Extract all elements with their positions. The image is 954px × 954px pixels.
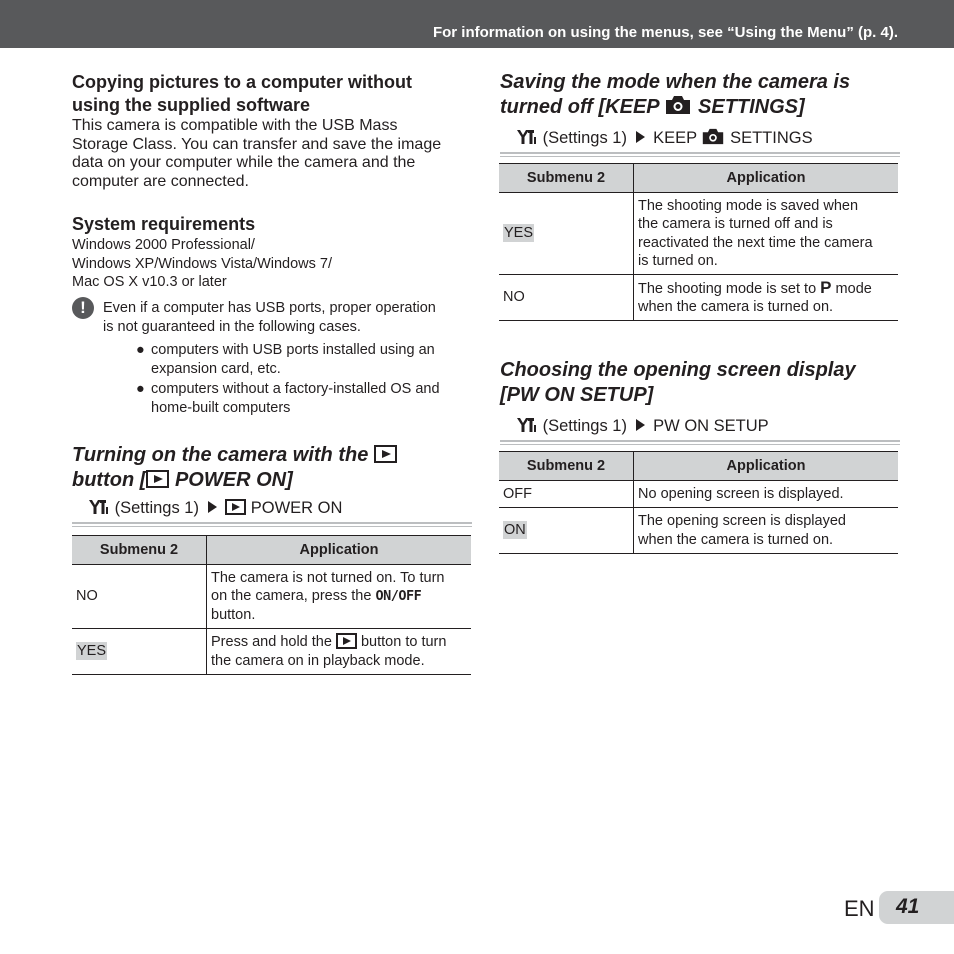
divider	[72, 522, 472, 524]
divider	[500, 156, 900, 157]
pw-path-settings: (Settings 1)	[542, 417, 627, 435]
sysreq-line: Windows 2000 Professional/	[72, 237, 255, 253]
power-title-part1: Turning on the camera with the	[72, 444, 369, 466]
playback-icon	[374, 445, 397, 463]
power-title-part3: POWER ON]	[174, 469, 293, 491]
divider	[500, 444, 900, 445]
table-header-row	[499, 164, 898, 193]
divider	[500, 152, 900, 154]
header-submenu: Submenu 2	[72, 536, 207, 565]
power-on-table	[72, 535, 471, 675]
app-line	[638, 279, 894, 299]
application-cell	[634, 275, 899, 321]
pw-on-setup-section	[500, 358, 900, 445]
keep-table-wrap	[499, 163, 898, 321]
arrow-right-icon	[636, 419, 645, 431]
submenu-cell	[499, 193, 634, 275]
header-application: Application	[634, 164, 899, 193]
bullet-item	[136, 341, 471, 378]
submenu-value: OFF	[503, 485, 532, 502]
app-text: on the camera, press the	[211, 588, 372, 605]
keep-title-line2	[500, 95, 900, 120]
application-cell	[634, 508, 899, 554]
power-title-line2	[72, 468, 472, 493]
header-submenu: Submenu 2	[499, 452, 634, 481]
submenu-value: YES	[504, 225, 534, 242]
app-line	[211, 587, 467, 606]
power-path-settings: (Settings 1)	[114, 499, 199, 517]
table-row	[499, 481, 898, 508]
submenu-cell	[72, 565, 207, 629]
power-menu-path	[72, 498, 472, 520]
keep-title-part: SETTINGS]	[698, 96, 805, 118]
keep-path-item: KEEP	[653, 129, 697, 147]
program-mode-label: P	[820, 277, 832, 297]
sysreq-line: Windows XP/Windows Vista/Windows 7/	[72, 255, 333, 272]
header-submenu: Submenu 2	[499, 164, 634, 193]
settings-tool-icon	[88, 498, 110, 516]
app-line: the camera on in playback mode.	[211, 652, 425, 669]
copy-section	[72, 71, 472, 191]
power-title-line1	[72, 443, 472, 468]
copy-title-line2: using the supplied software	[72, 95, 311, 115]
camera-icon	[664, 95, 692, 115]
pw-table-wrap	[499, 451, 898, 554]
page-number: 41	[896, 895, 920, 918]
app-line: button.	[211, 606, 256, 623]
app-text: Press and hold the	[211, 634, 332, 650]
keep-menu-path	[500, 128, 900, 150]
keep-settings-table	[499, 163, 898, 321]
bullet-line: home-built computers	[151, 399, 291, 416]
bullet-dot-icon: ●	[136, 342, 145, 358]
divider	[500, 440, 900, 442]
arrow-right-icon	[636, 131, 645, 143]
arrow-right-icon	[208, 501, 217, 513]
keep-settings-section	[500, 70, 900, 157]
caution-icon: !	[72, 297, 94, 319]
caution-note	[103, 299, 473, 336]
table-row	[72, 629, 471, 675]
app-line: The camera is not turned on. To turn	[211, 569, 445, 586]
playback-icon	[336, 633, 357, 649]
submenu-value: YES	[77, 643, 107, 660]
pw-on-setup-table	[499, 451, 898, 554]
app-line: The opening screen is displayed	[638, 513, 846, 529]
sysreq-section	[72, 213, 472, 292]
caution-line: is not guaranteed in the following cases.	[103, 318, 361, 335]
application-cell	[634, 193, 899, 275]
submenu-cell	[499, 275, 634, 321]
application-cell	[207, 565, 472, 629]
table-header-row	[72, 536, 471, 565]
app-line: The shooting mode is saved when	[638, 197, 859, 214]
language-label: EN	[844, 896, 875, 921]
submenu-cell	[72, 629, 207, 675]
caution-line: Even if a computer has USB ports, proper operation	[103, 300, 436, 316]
playback-icon	[225, 499, 246, 515]
table-row	[499, 508, 898, 554]
copy-body-line: computer are connected.	[72, 172, 249, 190]
submenu-cell	[499, 481, 634, 508]
app-line: the camera is turned off and is	[638, 216, 833, 232]
bullet-item	[136, 380, 471, 417]
bullet-line: expansion card, etc.	[151, 360, 281, 377]
bullet-line: computers with USB ports installed using an	[151, 342, 435, 358]
table-row	[72, 565, 471, 629]
app-line: when the camera is turned on.	[638, 531, 834, 548]
keep-path-item: SETTINGS	[730, 129, 813, 147]
header-text: For information on using the menus, see “Using the Menu” (p. 4).	[432, 24, 898, 41]
app-line: reactivated the next time the camera	[638, 234, 873, 251]
app-text: The shooting mode is set to	[638, 280, 817, 297]
submenu-cell	[499, 508, 634, 554]
power-on-section	[72, 443, 472, 527]
power-path-item: POWER ON	[250, 499, 343, 517]
application-cell	[634, 481, 899, 508]
divider	[72, 526, 472, 527]
table-header-row	[499, 452, 898, 481]
header-bar	[0, 0, 954, 48]
table-row	[499, 275, 898, 321]
app-text: button to turn	[360, 634, 447, 650]
pw-title-line2: [PW ON SETUP]	[500, 384, 654, 406]
power-title-part2: button [	[72, 469, 147, 491]
pw-title-line1: Choosing the opening screen display	[500, 359, 856, 381]
keep-path-settings: (Settings 1)	[542, 129, 627, 147]
sysreq-line: Mac OS X v10.3 or later	[72, 274, 227, 290]
sysreq-title: System requirements	[72, 214, 256, 234]
app-line: No opening screen is displayed.	[638, 485, 844, 502]
submenu-value: NO	[503, 289, 525, 306]
header-application: Application	[207, 536, 472, 565]
copy-body-line: data on your computer while the camera and the	[72, 154, 416, 171]
copy-body-line: Storage Class. You can transfer and save the image	[72, 135, 442, 153]
copy-title-line1: Copying pictures to a computer without	[72, 72, 413, 92]
copy-body-line: This camera is compatible with the USB Mass	[72, 117, 398, 134]
keep-title-line1: Saving the mode when the camera is	[500, 71, 851, 93]
application-cell	[207, 629, 472, 675]
camera-icon	[701, 128, 725, 145]
on-off-button-label: ON/OFF	[375, 588, 422, 605]
bullet-dot-icon: ●	[136, 381, 145, 397]
settings-tool-icon	[516, 416, 538, 434]
pw-path-item: PW ON SETUP	[653, 417, 769, 435]
settings-tool-icon	[516, 128, 538, 146]
keep-title-part: turned off [KEEP	[500, 96, 659, 118]
submenu-value: NO	[76, 588, 98, 605]
power-table-wrap	[72, 535, 471, 675]
app-text: mode	[835, 280, 872, 297]
table-row	[499, 193, 898, 275]
pw-menu-path	[500, 416, 900, 438]
playback-icon	[146, 470, 169, 488]
app-line: when the camera is turned on.	[638, 299, 834, 315]
app-line: is turned on.	[638, 253, 718, 269]
header-application: Application	[634, 452, 899, 481]
app-line	[211, 633, 467, 652]
submenu-value: ON	[504, 522, 526, 539]
bullet-line: computers without a factory-installed OS and	[151, 381, 440, 397]
